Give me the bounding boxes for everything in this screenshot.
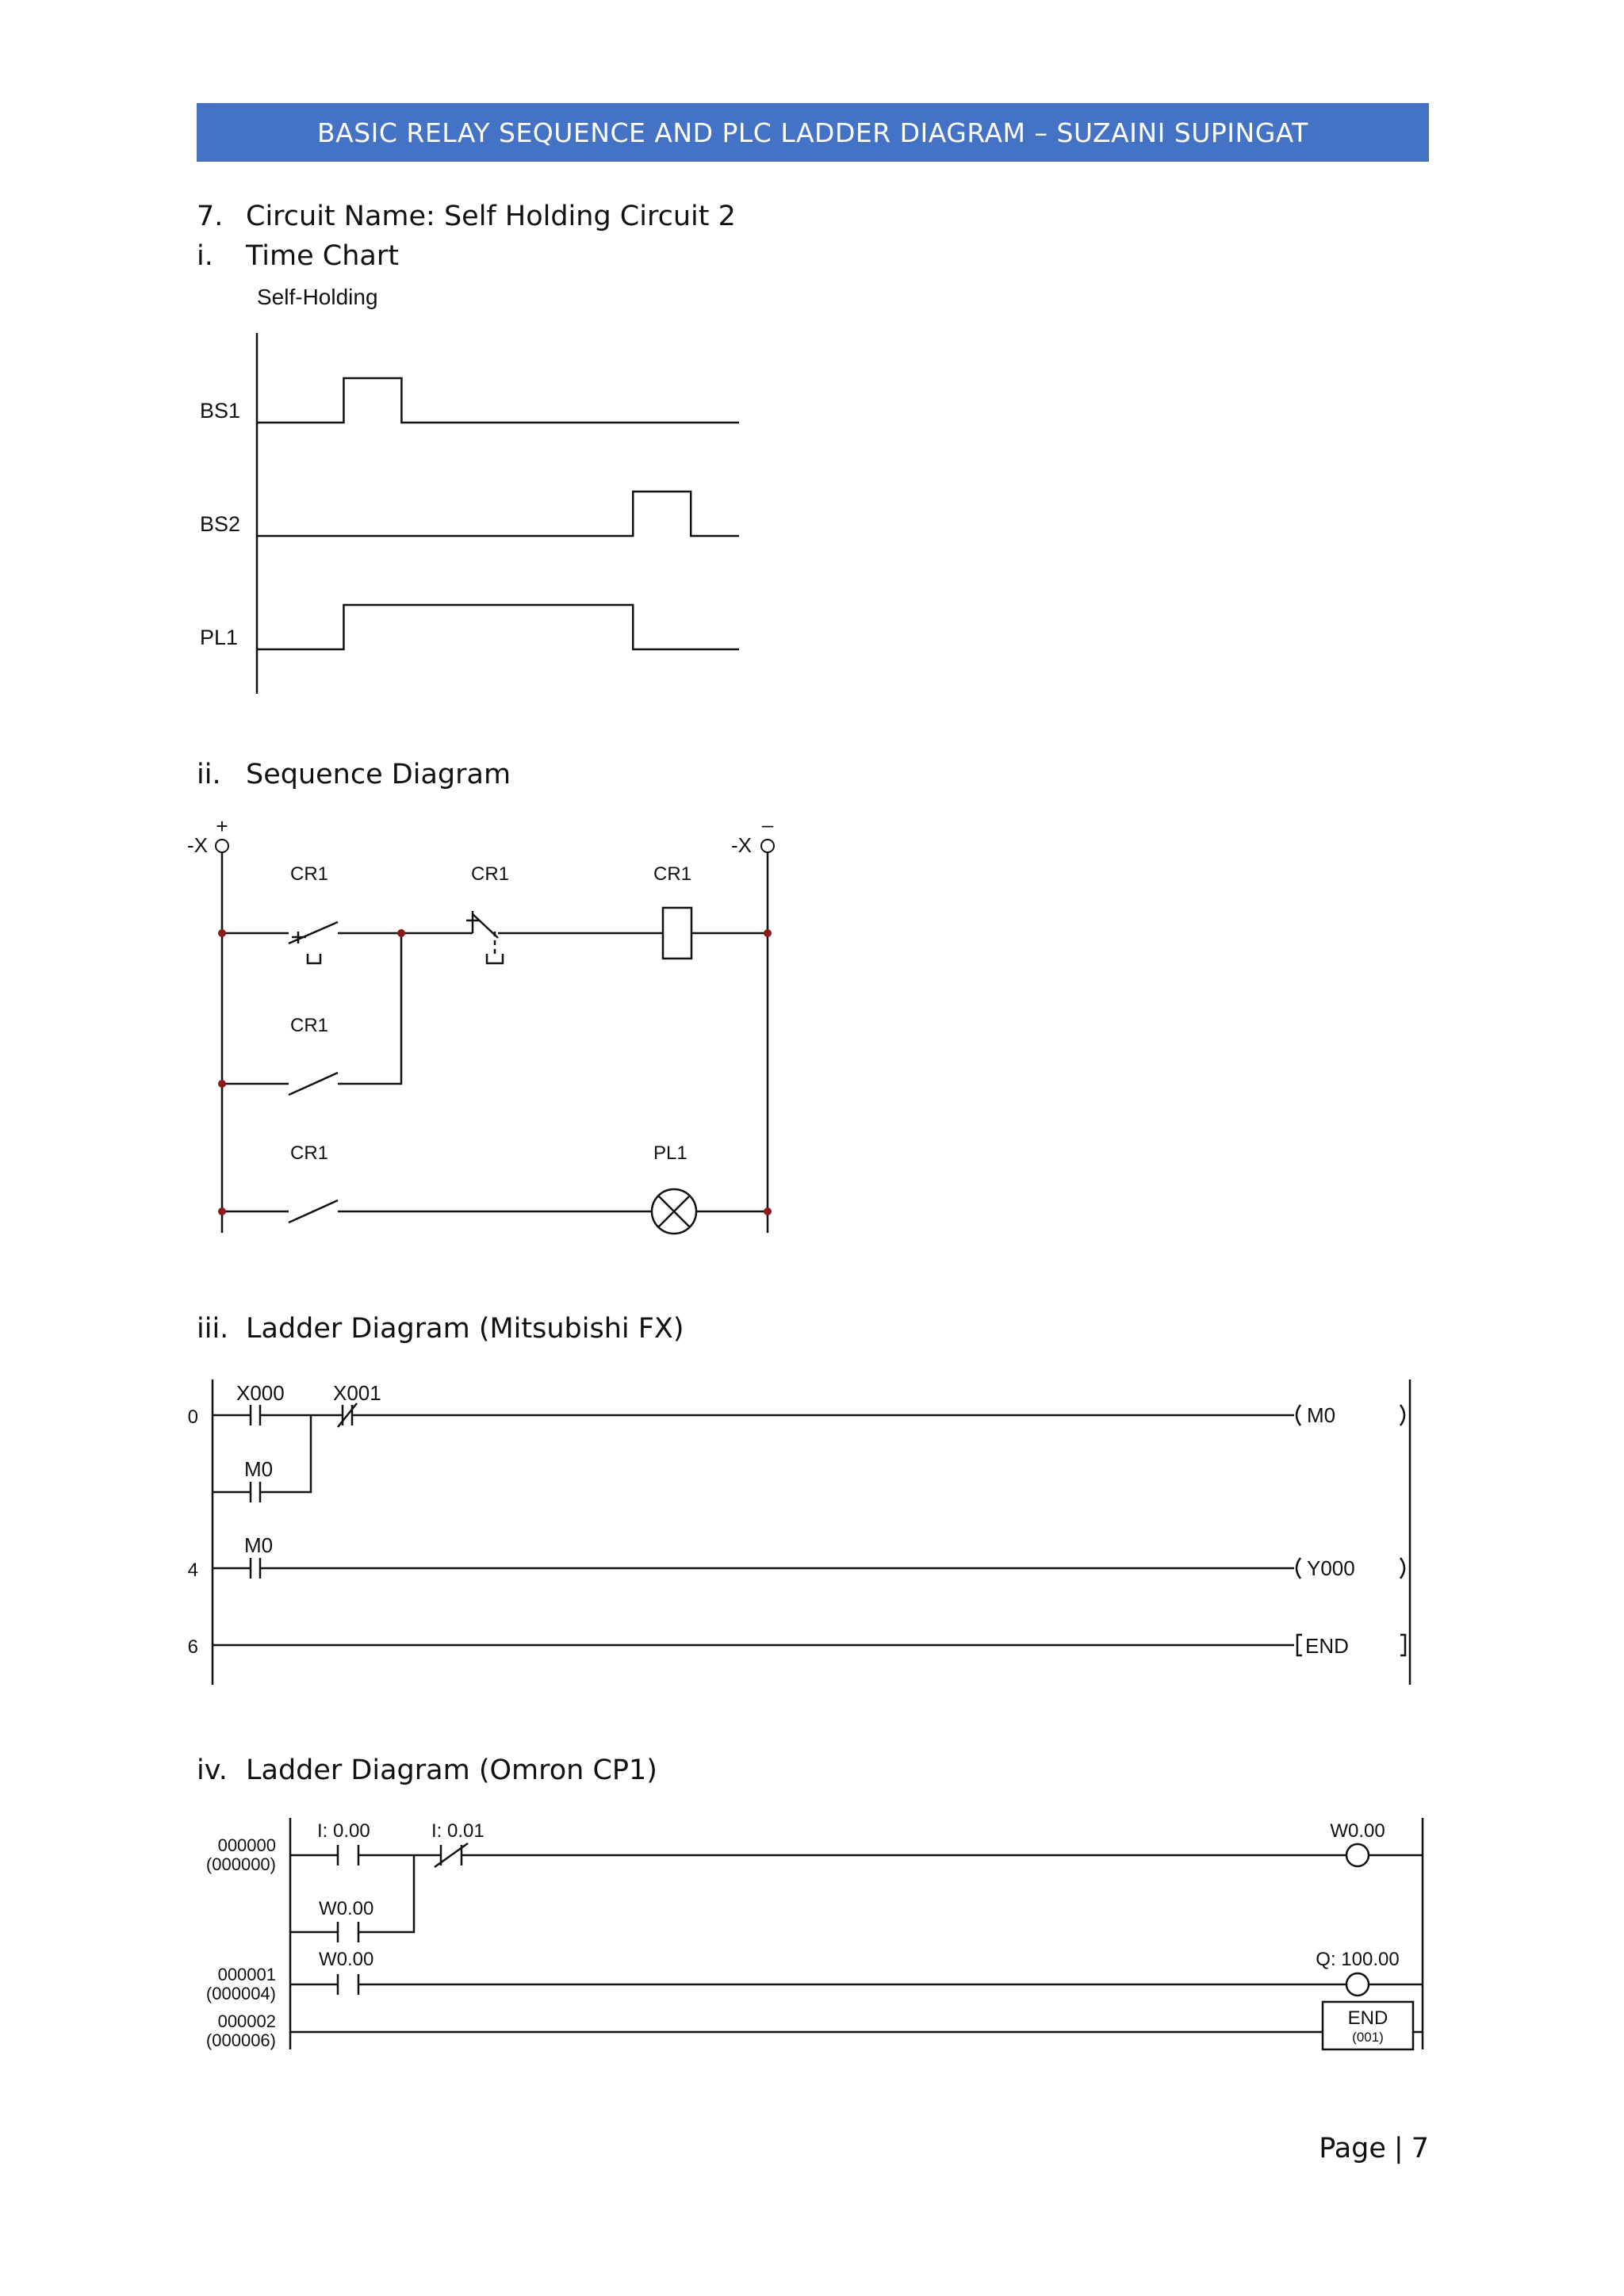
page-footer <box>1319 2133 1429 2164</box>
right-terminal-label: -X <box>731 833 752 857</box>
lamp-label: PL1 <box>653 1142 688 1164</box>
coil-label: Q: 100.00 <box>1316 1949 1400 1970</box>
contact-label: W0.00 <box>319 1949 374 1970</box>
no-contact-icon <box>289 922 338 943</box>
instruction-bracket-right-icon <box>1400 1635 1405 1655</box>
section-time-chart-heading <box>197 240 399 272</box>
no-contact-icon <box>289 1073 338 1095</box>
contact-label: I: 0.01 <box>431 1820 485 1842</box>
minus-sign: – <box>761 813 774 836</box>
contact-label: CR1 <box>290 1142 329 1164</box>
plus-sign: + <box>216 814 228 838</box>
instruction-number: (001) <box>1352 2030 1384 2045</box>
page-separator: | <box>1393 2133 1404 2164</box>
page-number: 7 <box>1411 2133 1429 2164</box>
step-number: 4 <box>187 1559 198 1581</box>
contact-label: CR1 <box>290 1015 329 1036</box>
section-title: Time Chart <box>246 240 399 272</box>
signal-waveform-bs2 <box>257 492 739 536</box>
step-number: 0 <box>187 1406 198 1428</box>
section-ladder-fx-heading <box>197 1313 684 1345</box>
fx-rung-2 <box>213 1558 1404 1578</box>
cp1-rung-1 <box>290 1843 1423 1942</box>
contact-label: CR1 <box>290 863 329 885</box>
coil-label: M0 <box>1307 1403 1336 1427</box>
contact-label: CR1 <box>471 863 510 885</box>
signal-label-pl1: PL1 <box>200 626 239 649</box>
left-terminal-label: -X <box>187 833 208 857</box>
right-terminal-icon <box>761 840 774 852</box>
fx-rung-3 <box>213 1635 1405 1655</box>
coil-label: Y000 <box>1307 1556 1355 1580</box>
section-number: i. <box>197 240 213 272</box>
program-address: (000006) <box>205 2030 276 2050</box>
time-chart-figure <box>190 277 745 710</box>
sequence-row-3 <box>222 1189 768 1234</box>
contact-label: M0 <box>244 1457 274 1481</box>
coil-left-icon <box>1297 1405 1300 1425</box>
instruction-label: END <box>1305 1634 1349 1658</box>
program-address: (000000) <box>205 1854 276 1874</box>
signal-waveform-bs1 <box>257 378 739 423</box>
coil-label: W0.00 <box>1330 1820 1385 1842</box>
cp1-rung-3 <box>290 2002 1423 2049</box>
signal-label-bs1: BS1 <box>200 399 241 423</box>
contact-label: X000 <box>236 1381 285 1405</box>
ladder-cp1-figure <box>203 1812 1440 2061</box>
section-title: Ladder Diagram (Mitsubishi FX) <box>246 1313 684 1345</box>
contact-label: I: 0.00 <box>317 1820 370 1842</box>
circuit-heading <box>197 201 736 232</box>
section-sequence-heading <box>197 759 511 790</box>
output-coil-icon <box>1346 1844 1369 1866</box>
section-number: iii. <box>197 1313 229 1345</box>
no-contact-icon <box>289 1200 338 1223</box>
section-title: Sequence Diagram <box>246 759 511 790</box>
fx-rung-1 <box>213 1403 1404 1502</box>
circuit-name: Circuit Name: Self Holding Circuit 2 <box>246 201 736 232</box>
time-chart-title: Self-Holding <box>257 285 378 309</box>
page-label: Page <box>1319 2133 1386 2164</box>
left-terminal-icon <box>216 840 228 852</box>
section-title: Ladder Diagram (Omron CP1) <box>246 1755 657 1786</box>
section-ladder-cp1-heading <box>197 1755 657 1786</box>
sequence-row-1 <box>222 908 768 1084</box>
step-number: 000001 <box>217 1965 276 1984</box>
step-number: 000000 <box>217 1835 276 1855</box>
section-number: ii. <box>197 759 221 790</box>
coil-left-icon <box>1297 1558 1300 1578</box>
instruction-label: END <box>1347 2007 1388 2029</box>
relay-coil-icon <box>663 908 691 959</box>
signal-label-bs2: BS2 <box>200 512 241 536</box>
sequence-diagram-figure <box>187 813 790 1245</box>
step-number: 000002 <box>217 2011 276 2031</box>
ladder-fx-figure <box>187 1372 1424 1693</box>
coil-label: CR1 <box>653 863 692 885</box>
cp1-rung-2 <box>290 1973 1423 1996</box>
sequence-row-2 <box>222 1073 338 1095</box>
output-coil-icon <box>1346 1973 1369 1996</box>
circuit-number: 7. <box>197 201 224 232</box>
section-number: iv. <box>197 1755 228 1786</box>
step-number: 6 <box>187 1636 198 1658</box>
document-header: BASIC RELAY SEQUENCE AND PLC LADDER DIAGRAM – SUZAINI SUPINGAT <box>197 103 1429 162</box>
coil-right-icon <box>1400 1558 1404 1578</box>
signal-waveform-pl1 <box>257 605 739 649</box>
contact-label: M0 <box>244 1533 274 1557</box>
instruction-bracket-left-icon <box>1297 1635 1302 1655</box>
contact-label: W0.00 <box>319 1898 374 1919</box>
contact-label: X001 <box>333 1381 381 1405</box>
coil-right-icon <box>1400 1405 1404 1425</box>
junction-dots <box>218 929 772 1215</box>
program-address: (000004) <box>205 1984 276 2003</box>
